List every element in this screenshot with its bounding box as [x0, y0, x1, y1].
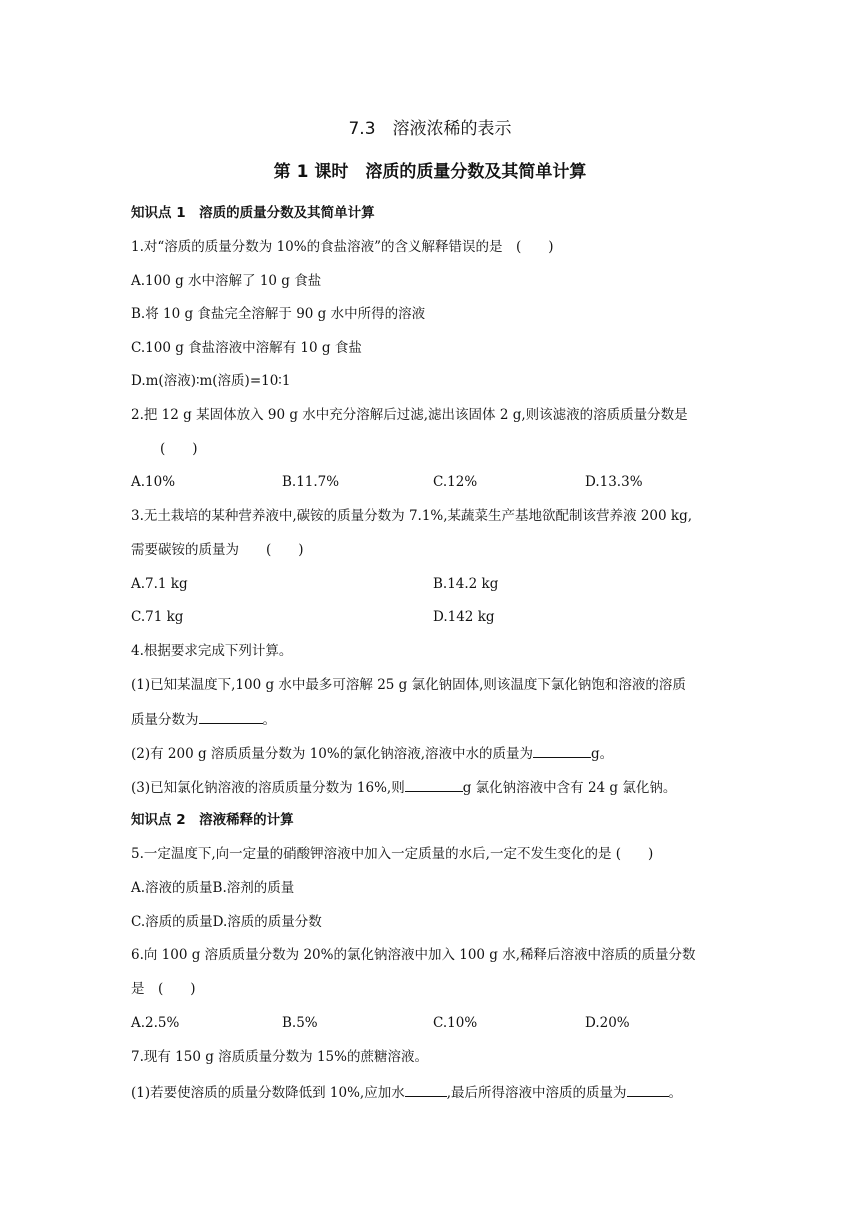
- question-4-stem: 4.根据要求完成下列计算。: [131, 643, 293, 659]
- question-2-option-a: A.10%: [131, 474, 176, 490]
- question-5-stem: 5.一定温度下,向一定量的硝酸钾溶液中加入一定质量的水后,一定不发生变化的是 ( ): [131, 846, 654, 862]
- question-6-option-d: D.20%: [585, 1015, 630, 1031]
- question-7-part-1-suffix: 。: [668, 1085, 683, 1101]
- question-3-option-b: B.14.2 kg: [433, 576, 499, 592]
- question-4-part-2-prefix: (2)有 200 g 溶质质量分数为 10%的氯化钠溶液,溶液中水的质量为: [131, 746, 533, 762]
- question-1-stem: 1.对“溶质的质量分数为 10%的食盐溶液”的含义解释错误的是 ( ): [131, 239, 554, 255]
- question-4-part-3-suffix: g 氯化钠溶液中含有 24 g 氯化钠。: [462, 780, 677, 796]
- question-7-part-1-prefix: (1)若要使溶质的质量分数降低到 10%,应加水: [131, 1085, 405, 1101]
- question-3-stem-cont: 需要碳铵的质量为 ( ): [131, 542, 304, 558]
- question-5-options-ab: A.溶液的质量B.溶剂的质量: [131, 880, 295, 896]
- knowledge-point-2-heading: 知识点 2 溶液稀释的计算: [131, 812, 294, 828]
- question-2-option-b: B.11.7%: [282, 474, 340, 490]
- question-1-option-d: D.m(溶液)∶m(溶质)=10∶1: [131, 373, 291, 389]
- question-4-part-1-prefix: 质量分数为: [131, 712, 199, 728]
- question-1-option-c: C.100 g 食盐溶液中溶解有 10 g 食盐: [131, 340, 362, 356]
- question-2-option-c: C.12%: [433, 474, 478, 490]
- question-2-answer-paren: ( ): [160, 441, 198, 457]
- question-3-option-c: C.71 kg: [131, 609, 184, 625]
- question-1-option-b: B.将 10 g 食盐完全溶解于 90 g 水中所得的溶液: [131, 306, 426, 322]
- question-3-option-d: D.142 kg: [433, 609, 495, 625]
- question-6-option-c: C.10%: [433, 1015, 478, 1031]
- question-7-part-1-middle: ,最后所得溶液中溶质的质量为: [446, 1085, 627, 1101]
- question-5-options-cd: C.溶质的质量D.溶质的质量分数: [131, 914, 322, 930]
- question-3-stem: 3.无土栽培的某种营养液中,碳铵的质量分数为 7.1%,某蔬菜生产基地欲配制该营养液 200 kg,: [131, 508, 693, 524]
- question-4-part-3-prefix: (3)已知氯化钠溶液的溶质质量分数为 16%,则: [131, 780, 405, 796]
- knowledge-point-1-heading: 知识点 1 溶质的质量分数及其简单计算: [131, 205, 375, 221]
- answer-blank[interactable]: [199, 709, 263, 724]
- question-6-option-a: A.2.5%: [131, 1015, 180, 1031]
- question-2-stem: 2.把 12 g 某固体放入 90 g 水中充分溶解后过滤,滤出该固体 2 g,则该滤液的溶质质量分数是: [131, 407, 688, 423]
- question-6-stem-cont: 是 ( ): [131, 981, 196, 997]
- question-4-part-3: [131, 777, 676, 797]
- question-7-part-1: [131, 1082, 682, 1102]
- question-4-part-1: (1)已知某温度下,100 g 水中最多可溶解 25 g 氯化钠固体,则该温度下氯化钠饱和溶液的溶质: [131, 677, 686, 693]
- lesson-title: 第 1 课时 溶质的质量分数及其简单计算: [273, 162, 587, 182]
- section-title: 7.3 溶液浓稀的表示: [348, 119, 512, 139]
- answer-blank[interactable]: [627, 1082, 669, 1097]
- question-2-option-d: D.13.3%: [585, 474, 643, 490]
- question-4-part-2: [131, 743, 613, 763]
- question-6-option-b: B.5%: [282, 1015, 318, 1031]
- answer-blank[interactable]: [533, 743, 591, 758]
- question-4-part-2-suffix: g。: [591, 746, 614, 762]
- question-6-stem: 6.向 100 g 溶质质量分数为 20%的氯化钠溶液中加入 100 g 水,稀释后溶液中溶质的质量分数: [131, 947, 696, 963]
- question-1-option-a: A.100 g 水中溶解了 10 g 食盐: [131, 273, 322, 289]
- answer-blank[interactable]: [405, 777, 463, 792]
- question-3-option-a: A.7.1 kg: [131, 576, 188, 592]
- question-7-stem: 7.现有 150 g 溶质质量分数为 15%的蔗糖溶液。: [131, 1049, 428, 1065]
- answer-blank[interactable]: [405, 1082, 447, 1097]
- question-4-part-1-suffix: 。: [262, 712, 276, 728]
- question-4-part-1-cont: [131, 709, 276, 729]
